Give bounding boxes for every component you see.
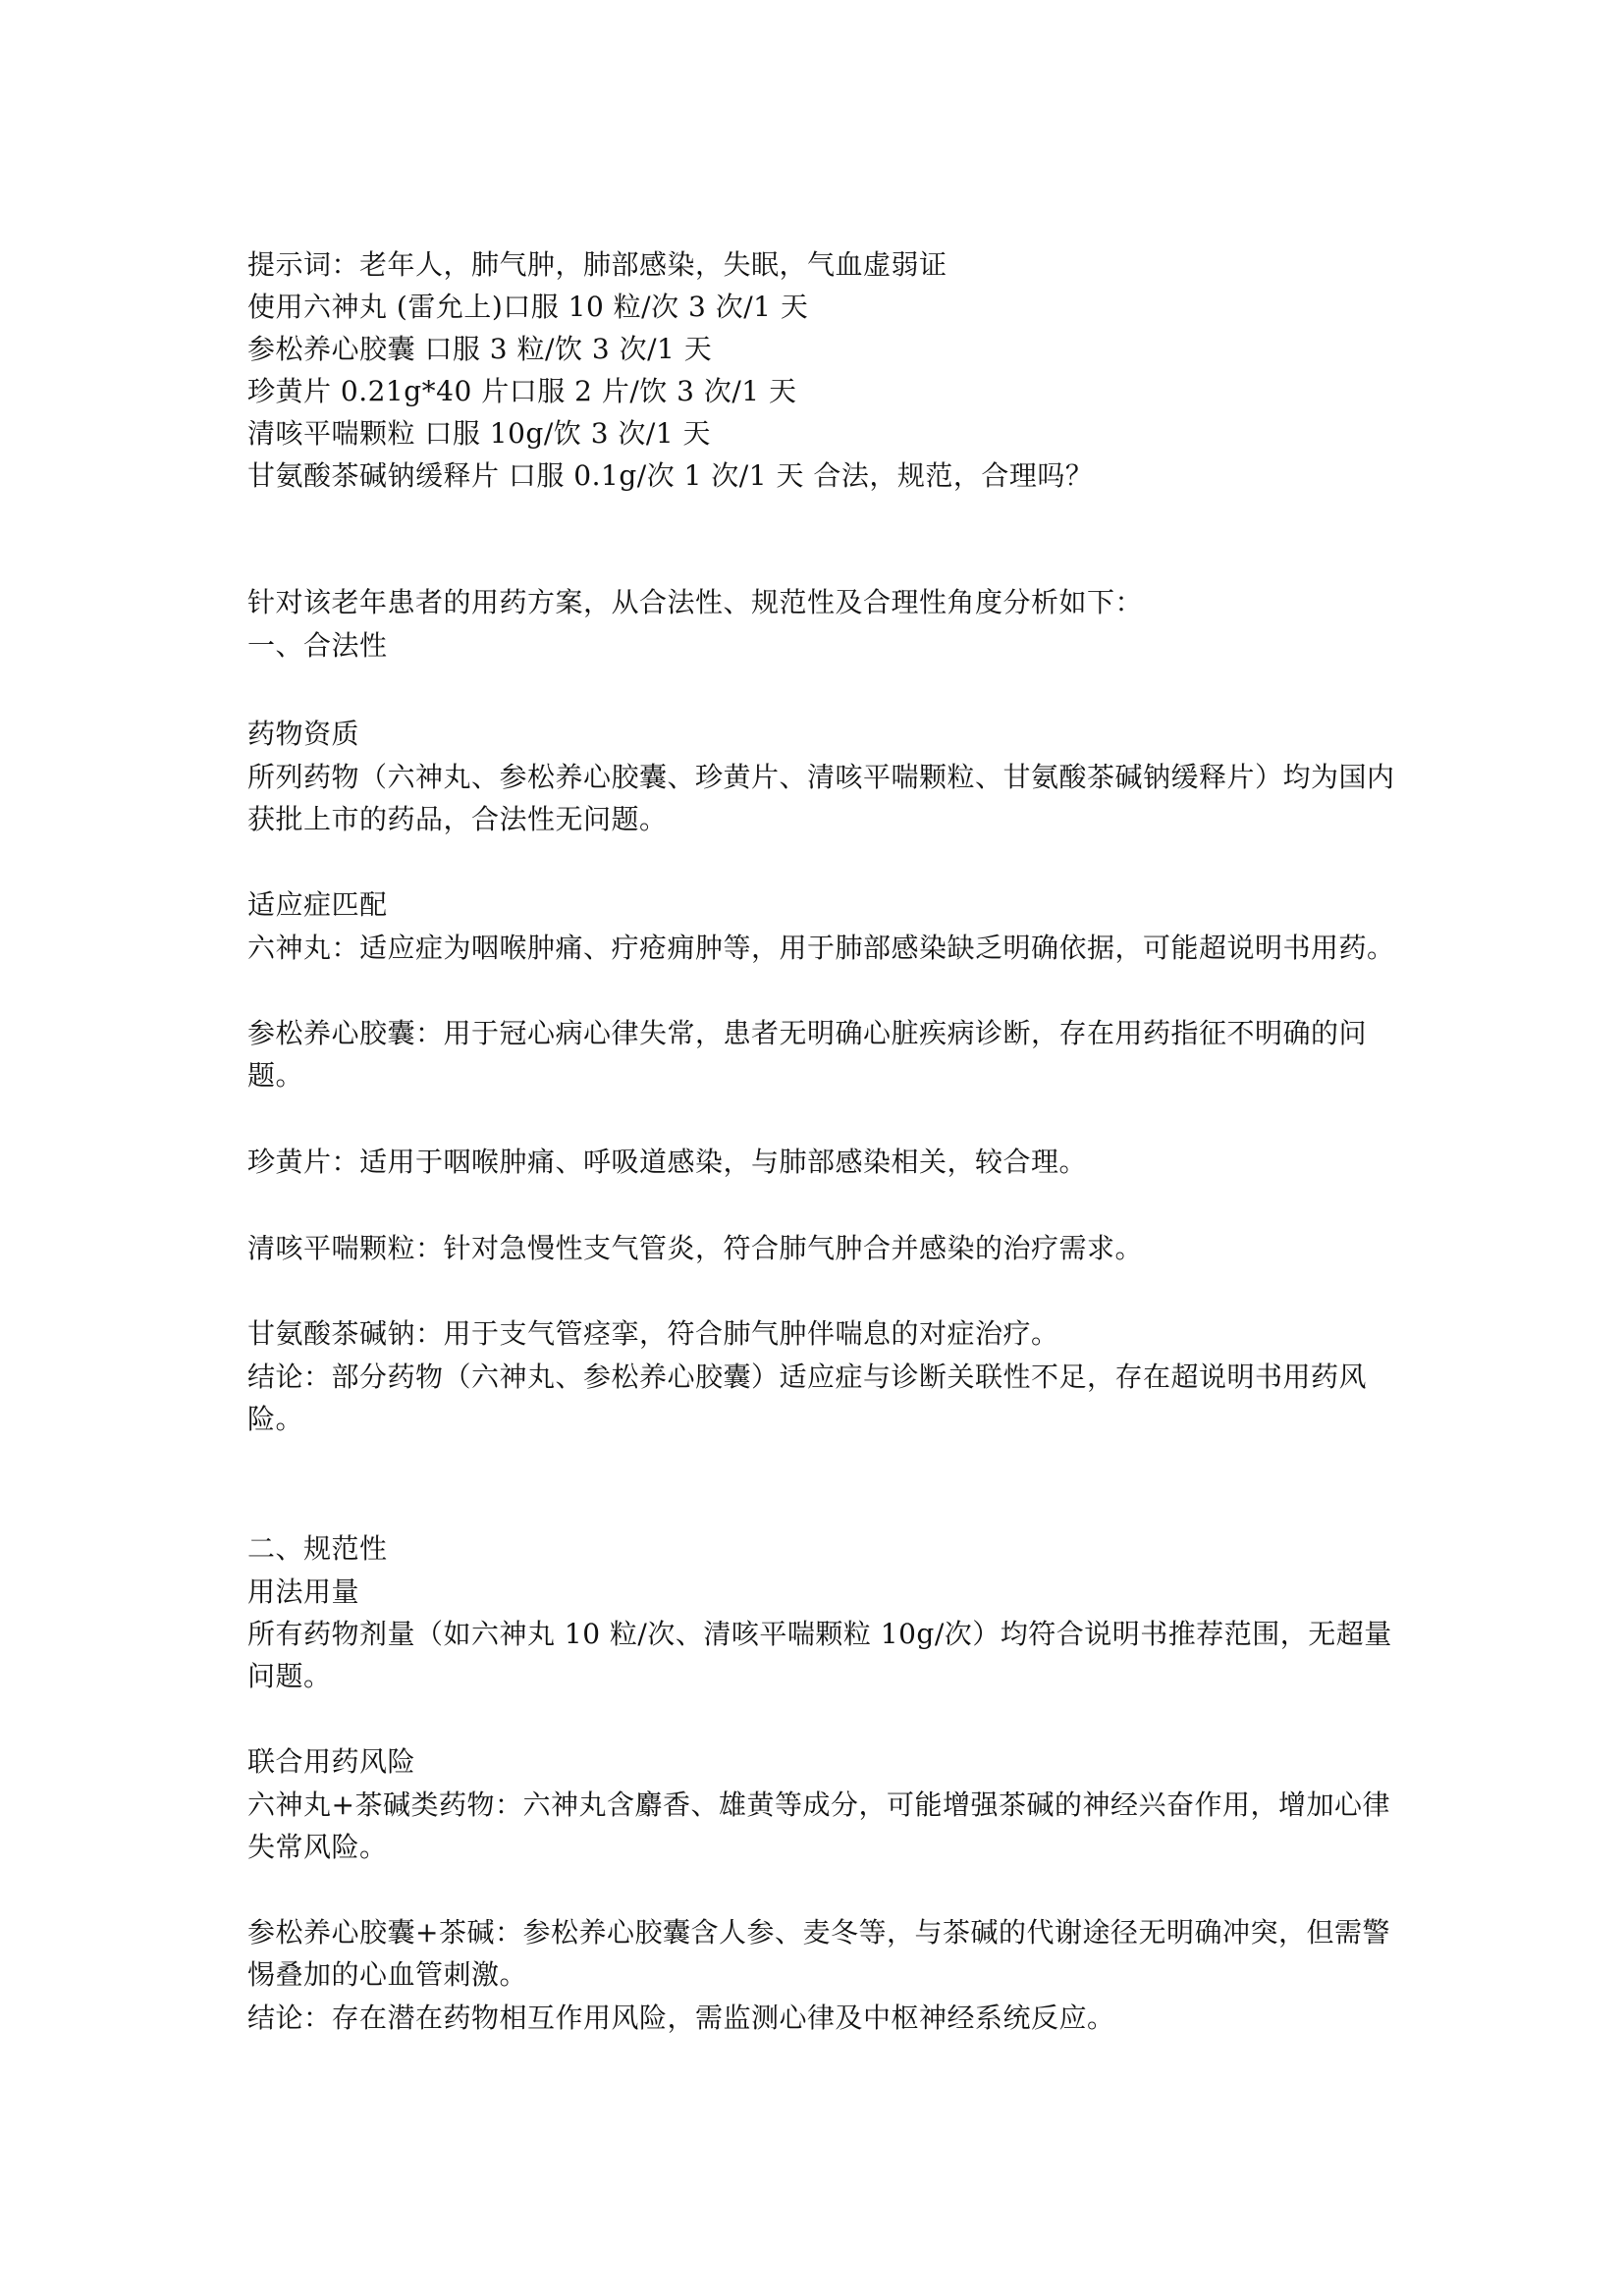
paragraph-dosage: 所有药物剂量（如六神丸 10 粒/次、清咳平喘颗粒 10g/次）均符合说明书推荐范围，无超量问题。 xyxy=(247,1618,1392,1692)
paragraph-ganan: 甘氨酸茶碱钠：用于支气管痉挛，符合肺气肿伴喘息的对症治疗。 xyxy=(247,1317,1059,1350)
paragraph-qingke: 清咳平喘颗粒：针对急慢性支气管炎，符合肺气肿合并感染的治疗需求。 xyxy=(247,1232,1144,1264)
prompt-drug-line: 使用六神丸 (雷允上)口服 10 粒/次 3 次/1 天 xyxy=(247,291,809,323)
prompt-drug-line: 参松养心胶囊 口服 3 粒/饮 3 次/1 天 xyxy=(247,333,713,365)
subheading-combination: 联合用药风险 xyxy=(247,1745,416,1778)
paragraph-shensong: 参松养心胶囊：用于冠心病心律失常，患者无明确心脏疾病诊断，存在用药指征不明确的问题。 xyxy=(247,1017,1368,1092)
prompt-drug-line: 甘氨酸茶碱钠缓释片 口服 0.1g/次 1 次/1 天 合法，规范，合理吗？ xyxy=(247,459,1094,492)
answer-intro: 针对该老年患者的用药方案，从合法性、规范性及合理性角度分析如下： xyxy=(247,586,1144,618)
paragraph-qualification: 所列药物（六神丸、参松养心胶囊、珍黄片、清咳平喘颗粒、甘氨酸茶碱钠缓释片）均为国内获批上市的药品，合法性无问题。 xyxy=(247,761,1395,835)
paragraph-zhenhuang: 珍黄片：适用于咽喉肿痛、呼吸道感染，与肺部感染相关，较合理。 xyxy=(247,1146,1088,1178)
conclusion-legality: 结论：部分药物（六神丸、参松养心胶囊）适应症与诊断关联性不足，存在超说明书用药风险。 xyxy=(247,1361,1368,1435)
prompt-drug-line: 清咳平喘颗粒 口服 10g/饮 3 次/1 天 xyxy=(247,417,712,450)
paragraph-combo-liushen: 六神丸+茶碱类药物：六神丸含麝香、雄黄等成分，可能增强茶碱的神经兴奋作用，增加心律失常风险。 xyxy=(247,1789,1390,1863)
paragraph-liushen: 六神丸：适应症为咽喉肿痛、疔疮痈肿等，用于肺部感染缺乏明确依据，可能超说明书用药。 xyxy=(247,932,1395,964)
subheading-dosage: 用法用量 xyxy=(247,1575,360,1608)
paragraph-combo-shensong: 参松养心胶囊+茶碱：参松养心胶囊含人参、麦冬等，与茶碱的代谢途径无明确冲突，但需警惕叠加的心血管刺激。 xyxy=(247,1916,1390,1991)
prompt-drug-line: 珍黄片 0.21g*40 片口服 2 片/饮 3 次/1 天 xyxy=(247,375,797,407)
subheading-qualification: 药物资质 xyxy=(247,718,360,750)
conclusion-standardization: 结论：存在潜在药物相互作用风险，需监测心律及中枢神经系统反应。 xyxy=(247,2002,1115,2034)
section-title-legality: 一、合法性 xyxy=(247,629,388,662)
section-title-standardization: 二、规范性 xyxy=(247,1532,388,1565)
prompt-intro: 提示词：老年人，肺气肿，肺部感染，失眠，气血虚弱证 xyxy=(247,248,947,281)
subheading-indication: 适应症匹配 xyxy=(247,888,388,921)
